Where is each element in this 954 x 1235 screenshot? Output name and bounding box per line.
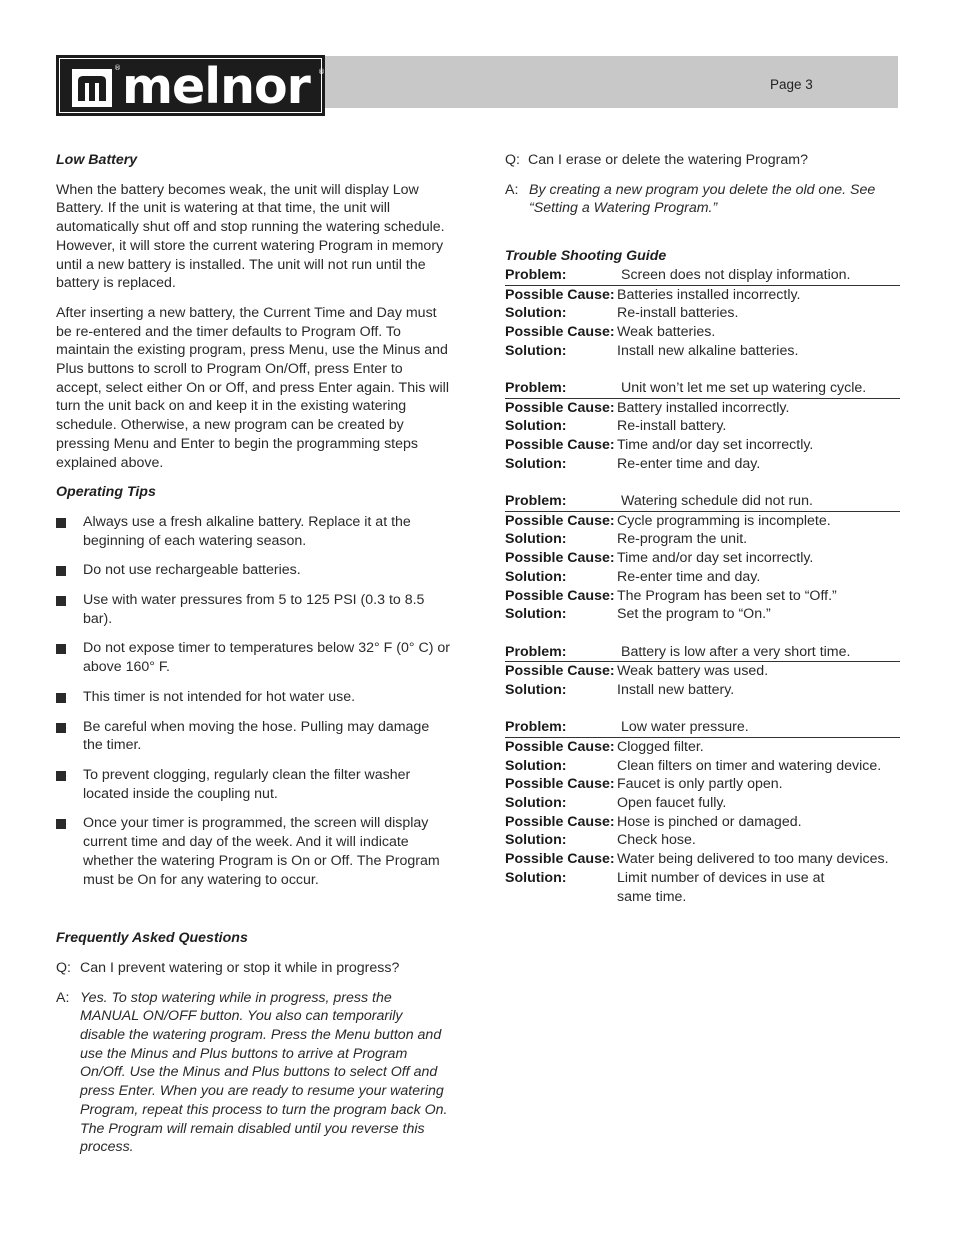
- question-text: Can I erase or delete the watering Program?: [528, 152, 808, 168]
- row-value: Weak battery was used.: [617, 663, 769, 680]
- row-label: Possible Cause:: [505, 399, 615, 416]
- section-heading-trouble-shooting: Trouble Shooting Guide: [505, 248, 667, 265]
- row-value: Re-enter time and day.: [617, 568, 761, 585]
- answer-label: A:: [505, 181, 519, 198]
- question-label: Q:: [505, 152, 520, 168]
- cause-row: [505, 850, 900, 869]
- question-label: Q:: [56, 959, 71, 976]
- row-value: Battery is low after a very short time.: [621, 643, 851, 660]
- registered-mark-icon: ®: [318, 68, 325, 76]
- solution-row: [505, 757, 900, 776]
- row-label: Possible Cause:: [505, 550, 615, 567]
- row-label: Problem:: [505, 379, 567, 396]
- row-label: Possible Cause:: [505, 739, 615, 755]
- cause-row: [505, 775, 900, 794]
- row-value: Faucet is only partly open.: [617, 776, 783, 793]
- solution-row: [505, 304, 900, 323]
- low-battery-paragraph-1: When the battery becomes weak, the unit will display Low Battery. If the unit is watering at that time, the unit will automatically shut off and stop running the watering schedule. However, it will store the current watering Program in memory until a new battery is installed. The unit will not run until the battery is replaced.: [56, 181, 445, 292]
- row-label: Solution:: [505, 568, 567, 585]
- brand-wordmark: melnor: [122, 58, 310, 115]
- problem-row: [505, 379, 900, 399]
- square-bullet-icon: [56, 693, 66, 703]
- solution-row: [505, 455, 900, 474]
- row-value: Watering schedule did not run.: [621, 493, 813, 510]
- solution-row: [505, 605, 900, 624]
- row-label: Solution:: [505, 832, 567, 849]
- row-value: Unit won’t let me set up watering cycle.: [621, 379, 867, 396]
- question-text: Can I prevent watering or stop it while in progress?: [80, 959, 400, 976]
- row-value: Batteries installed incorrectly.: [617, 286, 801, 303]
- square-bullet-icon: [56, 644, 66, 654]
- row-value: Re-enter time and day.: [617, 455, 761, 472]
- row-value: Hose is pinched or damaged.: [617, 813, 802, 830]
- section-heading-faq: Frequently Asked Questions: [56, 930, 248, 947]
- problem-row: [505, 492, 900, 512]
- faq-answer: [505, 181, 900, 218]
- trouble-block: [505, 643, 900, 700]
- problem-row: [505, 718, 900, 738]
- cause-row: [505, 286, 900, 305]
- row-value: Clogged filter.: [617, 739, 704, 755]
- faq-question: [505, 151, 900, 170]
- row-label: Possible Cause:: [505, 587, 615, 604]
- solution-row: [505, 342, 900, 361]
- row-label: Possible Cause:: [505, 813, 615, 830]
- row-label: Solution:: [505, 305, 567, 322]
- square-bullet-icon: [56, 518, 66, 528]
- row-label: Solution:: [505, 531, 567, 548]
- cause-row: [505, 662, 900, 681]
- left-column: [56, 151, 450, 1157]
- row-value: Time and/or day set incorrectly.: [617, 437, 814, 453]
- brand-logo: [56, 55, 325, 116]
- list-item: This timer is not intended for hot water use.: [56, 688, 450, 707]
- answer-text: By creating a new program you delete the old one. See “Setting a Watering Program.”: [529, 181, 876, 217]
- faq-question: [56, 959, 450, 978]
- row-label: Solution:: [505, 418, 567, 435]
- list-item: Use with water pressures from 5 to 125 PSI (0.3 to 8.5 bar).: [56, 591, 450, 628]
- trouble-shooting-table: [505, 266, 900, 906]
- row-value: The Program has been set to “Off.”: [617, 587, 837, 604]
- row-value: Install new battery.: [617, 681, 735, 698]
- row-value: Re-program the unit.: [617, 531, 748, 548]
- row-value: Low water pressure.: [621, 719, 749, 736]
- trouble-block: [505, 379, 900, 473]
- solution-row: [505, 568, 900, 587]
- row-label: Solution:: [505, 342, 567, 359]
- row-label: Possible Cause:: [505, 512, 615, 529]
- solution-row: [505, 530, 900, 549]
- row-label: Problem:: [505, 266, 567, 283]
- cause-row: [505, 813, 900, 832]
- solution-row: [505, 869, 900, 888]
- row-value: Clean filters on timer and watering device.: [617, 757, 882, 774]
- problem-row: [505, 266, 900, 286]
- row-label: Solution:: [505, 606, 567, 623]
- solution-row: [505, 681, 900, 700]
- problem-row: [505, 643, 900, 663]
- list-item: Be careful when moving the hose. Pulling may damage the timer.: [56, 718, 450, 755]
- section-heading-low-battery: Low Battery: [56, 152, 138, 168]
- registered-mark-icon: ®: [114, 64, 121, 72]
- cause-row: [505, 587, 900, 606]
- answer-label: A:: [56, 989, 70, 1006]
- list-item: Do not expose timer to temperatures below 32° F (0° C) or above 160° F.: [56, 639, 450, 676]
- list-item: Do not use rechargeable batteries.: [56, 561, 450, 580]
- row-value: Time and/or day set incorrectly.: [617, 550, 814, 567]
- cause-row: [505, 399, 900, 418]
- solution-row: [505, 417, 900, 436]
- trouble-block: [505, 718, 900, 906]
- row-label: Solution:: [505, 681, 567, 698]
- row-value: Battery installed incorrectly.: [617, 399, 790, 416]
- trouble-block: [505, 492, 900, 624]
- list-item: Once your timer is programmed, the screen will display current time and day of the week. And it will indicate whether the watering Program is On or Off. The Program must be On for any watering to occur.: [56, 814, 450, 889]
- row-label: Solution:: [505, 869, 567, 886]
- row-label: Possible Cause:: [505, 663, 615, 680]
- list-item: To prevent clogging, regularly clean the filter washer located inside the coupling nut.: [56, 766, 450, 803]
- row-value: Cycle programming is incomplete.: [617, 512, 831, 529]
- faq-answer: [56, 989, 450, 1157]
- cause-row: [505, 549, 900, 568]
- row-value: Weak batteries.: [617, 323, 716, 340]
- solution-row: [505, 794, 900, 813]
- row-label: Possible Cause:: [505, 437, 615, 453]
- page-number: Page 3: [770, 77, 813, 92]
- row-value: Open faucet fully.: [617, 795, 727, 812]
- row-value: Limit number of devices in use at: [617, 869, 825, 886]
- trouble-block: [505, 266, 900, 360]
- row-label: Problem:: [505, 719, 567, 736]
- solution-continuation: same time.: [617, 888, 687, 905]
- row-value: Screen does not display information.: [621, 266, 851, 283]
- square-bullet-icon: [56, 596, 66, 606]
- section-heading-operating-tips: Operating Tips: [56, 484, 156, 501]
- row-value: Set the program to “On.”: [617, 606, 771, 623]
- row-label: Solution:: [505, 455, 567, 472]
- row-label: Solution:: [505, 757, 567, 774]
- row-value: Re-install batteries.: [617, 305, 739, 322]
- cause-row: [505, 512, 900, 531]
- row-label: Possible Cause:: [505, 776, 615, 793]
- answer-text: Yes. To stop watering while in progress, press the MANUAL ON/OFF button. You also can temporarily disable the watering program. Press the Menu button and use the Minus and Plus buttons to arrive at Program On/Off. Use the Minus and Plus buttons to select Off and press Enter. When you are ready to resume your watering Program, repeat this process to turn the program back On. The Program will remain disabled until you reverse this process.: [80, 989, 448, 1156]
- list-item: Always use a fresh alkaline battery. Replace it at the beginning of each watering season.: [56, 513, 450, 550]
- operating-tips-list: [56, 513, 450, 889]
- melnor-m-icon: [72, 69, 112, 107]
- row-label: Solution:: [505, 795, 567, 812]
- row-label: Problem:: [505, 643, 567, 660]
- right-column: [505, 151, 900, 925]
- cause-row: [505, 323, 900, 342]
- square-bullet-icon: [56, 819, 66, 829]
- row-value: Water being delivered to too many devices.: [617, 851, 889, 868]
- solution-row: [505, 831, 900, 850]
- row-label: Possible Cause:: [505, 851, 615, 868]
- logo-frame: [59, 58, 325, 115]
- row-value: Install new alkaline batteries.: [617, 342, 799, 359]
- square-bullet-icon: [56, 566, 66, 576]
- cause-row: [505, 738, 900, 757]
- row-value: Check hose.: [617, 832, 696, 849]
- square-bullet-icon: [56, 771, 66, 781]
- row-label: Possible Cause:: [505, 323, 615, 340]
- square-bullet-icon: [56, 723, 66, 733]
- cause-row: [505, 436, 900, 455]
- row-label: Possible Cause:: [505, 286, 615, 303]
- row-label: Problem:: [505, 493, 567, 510]
- row-value: Re-install battery.: [617, 418, 727, 435]
- low-battery-paragraph-2: After inserting a new battery, the Current Time and Day must be re-entered and the timer defaults to Program Off. To maintain the existing program, press Menu, use the Minus and Plus buttons to scroll to Program On/Off, press Enter to accept, select either On or Off, and press Enter again. This will turn the unit back on and keep it in the existing watering schedule. Otherwise, a new program can be created by pressing Menu and Enter to begin the programming steps explained above.: [56, 304, 449, 471]
